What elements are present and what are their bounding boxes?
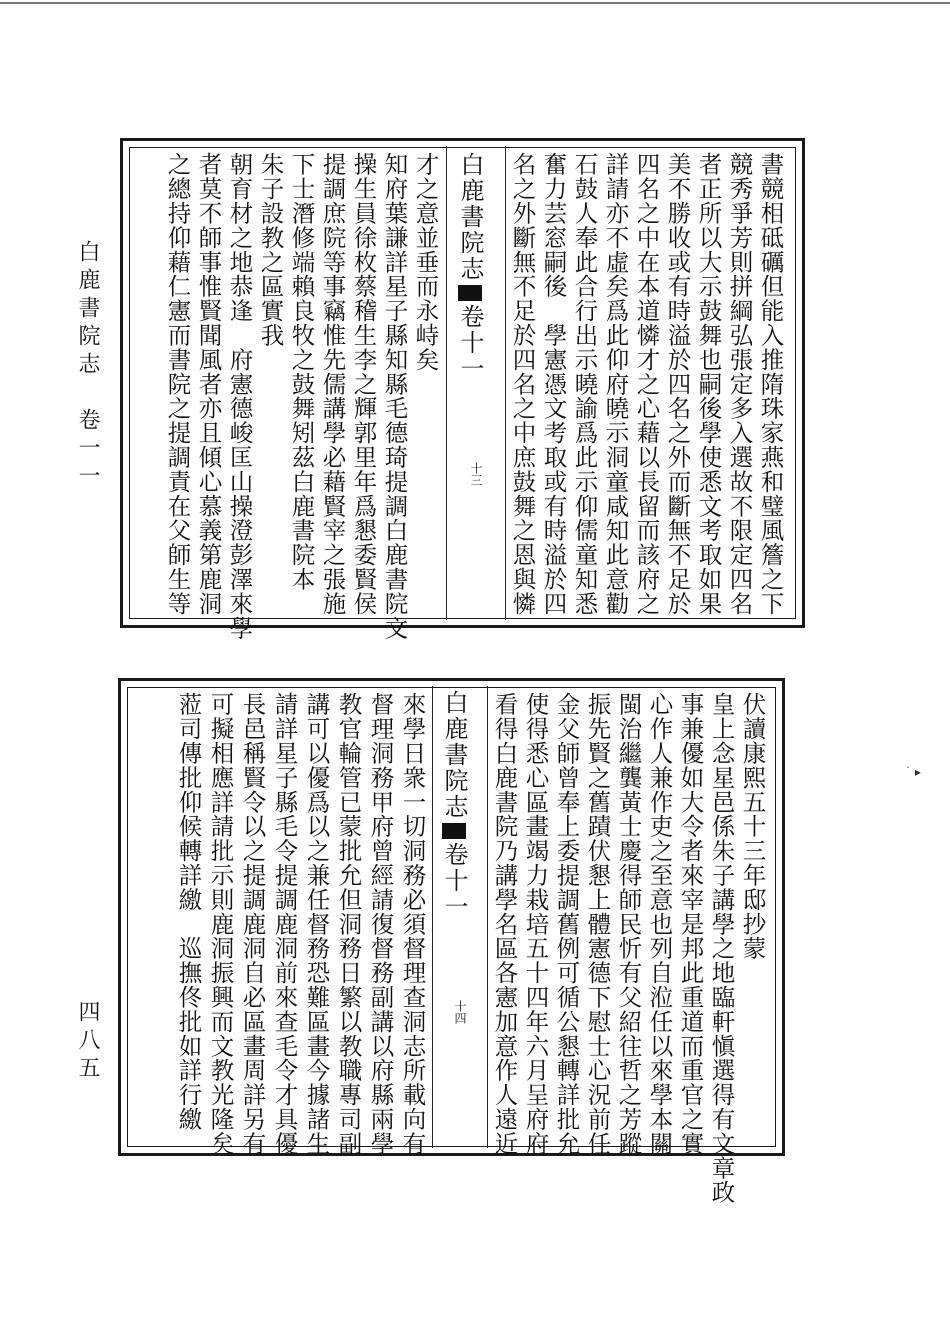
lower-folio: 十四: [453, 1000, 467, 1024]
upper-right-col-9: 名之外斷無不足於四名之中庶鼓舞之恩與憐: [508, 152, 537, 616]
upper-right-col-8: 奮力芸窓嗣後 學憲憑文考取或有時溢於四: [539, 152, 568, 616]
upper-right-col-1: 書競相砥礪但能入推隋珠家燕和璧風簷之下: [756, 152, 785, 616]
upper-left-col-6: 朱子設教之區實我: [256, 152, 285, 348]
lower-gutter-rule-right: [487, 686, 488, 1148]
upper-left-col-2: 知府葉謙詳星子縣知縣毛德琦提調白鹿書院文: [380, 152, 409, 640]
upper-gutter-title: 白鹿書院志: [456, 152, 484, 282]
upper-left-col-5: 下士潛修端賴良牧之鼓舞矧茲白鹿書院本: [287, 152, 316, 592]
upper-right-col-4: 美不勝收或有時溢於四名之外而斷無不足於: [663, 152, 692, 616]
upper-gutter-rule-right: [505, 146, 506, 620]
lower-right-col-1: 伏讀康熙五十三年邸抄蒙: [738, 692, 767, 961]
lower-left-col-5: 請詳星子縣毛令提調鹿洞前來查毛令才具優: [270, 692, 299, 1156]
lower-right-col-5: 閩治繼龔黃士慶得師民忻有父紹往哲之芳蹤: [614, 692, 643, 1156]
upper-left-col-3: 操生員徐枚蔡稽生李之輝郭里年爲懇委賢侯: [349, 152, 378, 616]
lower-right-col-4: 心作人兼作吏之至意也列自涖任以來學本關: [645, 692, 674, 1156]
upper-right-col-3: 者正所以大示鼓舞也嗣後學使悉文考取如果: [694, 152, 723, 616]
upper-right-col-5: 四名之中在本道憐才之心藉以長留而該府之: [632, 152, 661, 616]
page-number: 四八五: [75, 1000, 100, 1084]
upper-left-col-4: 提調庶院等事竊惟先儒講學必藉賢宰之張施: [318, 152, 347, 616]
top-scan-edge: [0, 2, 950, 4]
upper-gutter-rule-left: [446, 146, 447, 620]
lower-gutter-label: [442, 690, 466, 920]
fishtail-mark-icon: [458, 285, 482, 301]
lower-left-col-4: 講可以優爲以之兼任督務恐難區畫今據諸生: [302, 692, 331, 1156]
upper-left-col-8: 者莫不師事惟賢聞風者亦且傾心慕義第鹿洞: [194, 152, 223, 616]
lower-gutter-title: 白鹿書院志: [440, 690, 468, 820]
lower-left-col-1: 來學日衆一切洞務必須督理查洞志所載向有: [398, 692, 427, 1156]
lower-gutter-volume: 卷十一: [440, 842, 468, 920]
upper-folio: 十三: [469, 462, 483, 486]
lower-right-col-7: 金父師曾奉上委提調舊例可循公懇轉詳批允: [552, 692, 581, 1156]
upper-left-col-1: 才之意並垂而永峙矣: [411, 152, 440, 372]
lower-gutter-rule-left: [432, 686, 433, 1148]
lower-left-col-6: 長邑稱賢令以之提調鹿洞自必區畫周詳另有: [238, 692, 267, 1156]
upper-gutter-volume: 卷十一: [456, 304, 484, 382]
upper-right-col-6: 詳請亦不虛矣爲此仰府曉示洞童咸知此意勸: [601, 152, 630, 616]
lower-left-col-2: 督理洞務甲府曾經請復督務副講以府縣兩學: [366, 692, 395, 1156]
upper-left-col-9: 之總持仰藉仁憲而書院之提調責在父師生等: [163, 152, 192, 616]
scan-mark: ˙ ▸: [905, 765, 921, 779]
lower-right-col-8: 使得悉心區畫竭力栽培五十四年六月呈府府: [521, 692, 550, 1156]
fishtail-mark-icon: [442, 823, 466, 839]
lower-right-col-6: 振先賢之舊蹟伏懇上體憲德下慰士心況前任: [583, 692, 612, 1156]
lower-left-col-8: 蒞司傳批仰候轉詳繳 巡撫佟批如詳行繳: [174, 692, 203, 1132]
upper-right-col-7: 石鼓人奉此合行出示曉諭爲此示仰儒童知悉: [570, 152, 599, 616]
lower-left-col-7: 可擬相應詳請批示則鹿洞振興而文教光隆矣: [206, 692, 235, 1156]
upper-gutter-label: [458, 152, 482, 382]
lower-right-col-2: 皇上念星邑係朱子講學之地臨軒愼選得有文章政: [707, 692, 736, 1205]
lower-right-col-3: 事兼優如大令者來宰是邦此重道而重官之實: [676, 692, 705, 1156]
upper-left-col-7: 朝育材之地恭逢 府憲德峻匡山操澄彭澤來學: [225, 152, 254, 640]
running-head: 白鹿書院志 卷一一: [75, 240, 100, 492]
lower-left-col-3: 教官輪管已蒙批允但洞務日繁以教職專司副: [334, 692, 363, 1156]
upper-right-col-2: 競秀爭芳則拼綱弘張定多入選故不限定四名: [725, 152, 754, 616]
lower-right-col-9: 看得白鹿書院乃講學名區各憲加意作人遠近: [490, 692, 519, 1156]
